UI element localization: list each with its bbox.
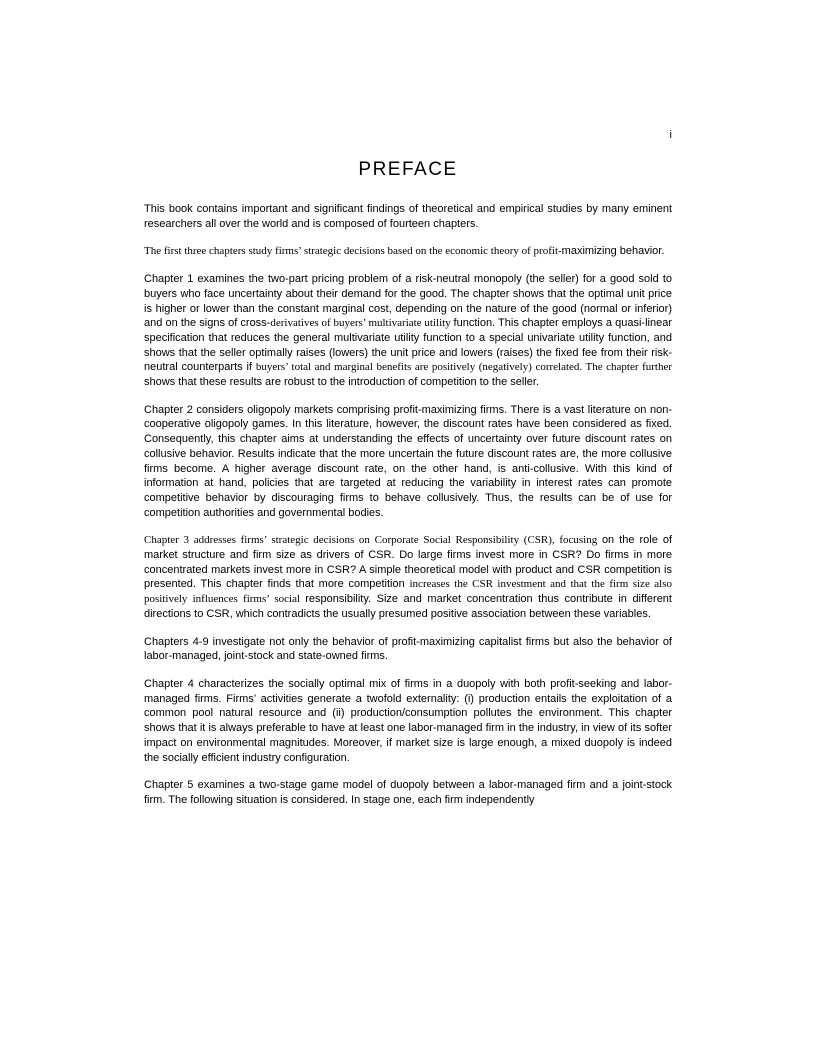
- text-segment: function. This chapter employs a quasi-linear specification that reduces the general multivariate utility function to a special univariate utility function, and shows that the seller optimally raises (lowers) the unit price and lowers (raises) the fixed fee from their risk-neutral counterparts if: [144, 317, 672, 374]
- paragraph: [144, 403, 672, 521]
- text-segment: on the role of market structure and firm size as drivers of CSR. Do large firms invest more in CSR? Do firms in more concentrated markets invest more in CSR? A simple theoretical model with product and CSR competition is presented. This chapter finds that more competition: [144, 534, 672, 591]
- preface-body: [144, 202, 672, 808]
- text-segment: Chapter 1 examines the two-part pricing problem of a risk-neutral monopoly (the seller) for a good sold to buyers who face uncertainty about their demand for the good. The chapter shows that the optimal unit price is higher or lower than the constant marginal cost, depending on the nature of the good (normal or inferior) and on the signs of cross-: [144, 273, 672, 330]
- text-segment: Chapter 5 examines a two-stage game model of duopoly between a labor-managed firm and a joint-stock firm. The following situation is considered. In stage one, each firm independently: [144, 779, 672, 806]
- text-segment: shows that these results are robust to the introduction of competition to the seller.: [144, 376, 539, 389]
- paragraph: [144, 778, 672, 807]
- paragraph: [144, 244, 672, 259]
- text-segment: Chapter 4 characterizes the socially optimal mix of firms in a duopoly with both profit-seeking and labor-managed firms. Firms’ activities generate a twofold externality: (i) production entails the exploitation of a common pool natural resource and (ii) production/consumption pollutes the environment. This chapter shows that it is always preferable to have at least one labor-managed firm in the industry, in view of its softer impact on environmental magnitudes. Moreover, if market size is large enough, a mixed duopoly is indeed the socially efficient industry configuration.: [144, 677, 672, 764]
- paragraph: [144, 202, 672, 231]
- text-segment: Chapter 3 addresses firms’ strategic decisions on Corporate Social Responsibility (CSR), focusing: [144, 534, 602, 547]
- paragraph: [144, 272, 672, 390]
- text-segment: Chapter 2 considers oligopoly markets comprising profit-maximizing firms. There is a vast literature on non-cooperative oligopoly games. In this literature, however, the discount rates have been considered as fixed. Consequently, this chapter aims at understanding the effects of uncertainty over future discount rates on collusive behavior. Results indicate that the more uncertain the future discount rates are, the more collusive firms become. A higher average discount rate, on the other hand, is anti-collusive. With this kind of information at hand, policies that are targeted at reducing the variability in interest rates can promote competitive behavior by discouraging firms to behave collusively. Thus, the results can be of use for competition authorities and governmental bodies.: [144, 403, 672, 519]
- text-segment: responsibility. Size and market concentration thus contribute in different directions to CSR, which contradicts the usually presumed positive association between these variables.: [144, 593, 672, 620]
- paragraph: [144, 635, 672, 664]
- text-segment: buyers’ total and marginal benefits are positively (negatively) correlated. The chapter further: [255, 361, 672, 374]
- text-segment: This book contains important and significant findings of theoretical and empirical studies by many eminent researchers all over the world and is composed of fourteen chapters.: [144, 203, 672, 230]
- paragraph: [144, 677, 672, 765]
- page-number: i: [669, 129, 672, 141]
- text-segment: maximizing behavior.: [561, 245, 665, 258]
- page-title: PREFACE: [358, 159, 458, 180]
- text-segment: derivatives of buyers’ multivariate utility: [270, 317, 454, 330]
- text-segment: The first three chapters study firms’ strategic decisions based on the economic theory of profit-: [144, 245, 562, 258]
- paragraph: [144, 533, 672, 621]
- text-segment: Chapters 4-9 investigate not only the behavior of profit-maximizing capitalist firms but also the behavior of labor-managed, joint-stock and state-owned firms.: [144, 635, 672, 663]
- text-segment: increases the CSR investment and that the firm size also positively influences firms’ social: [144, 578, 672, 606]
